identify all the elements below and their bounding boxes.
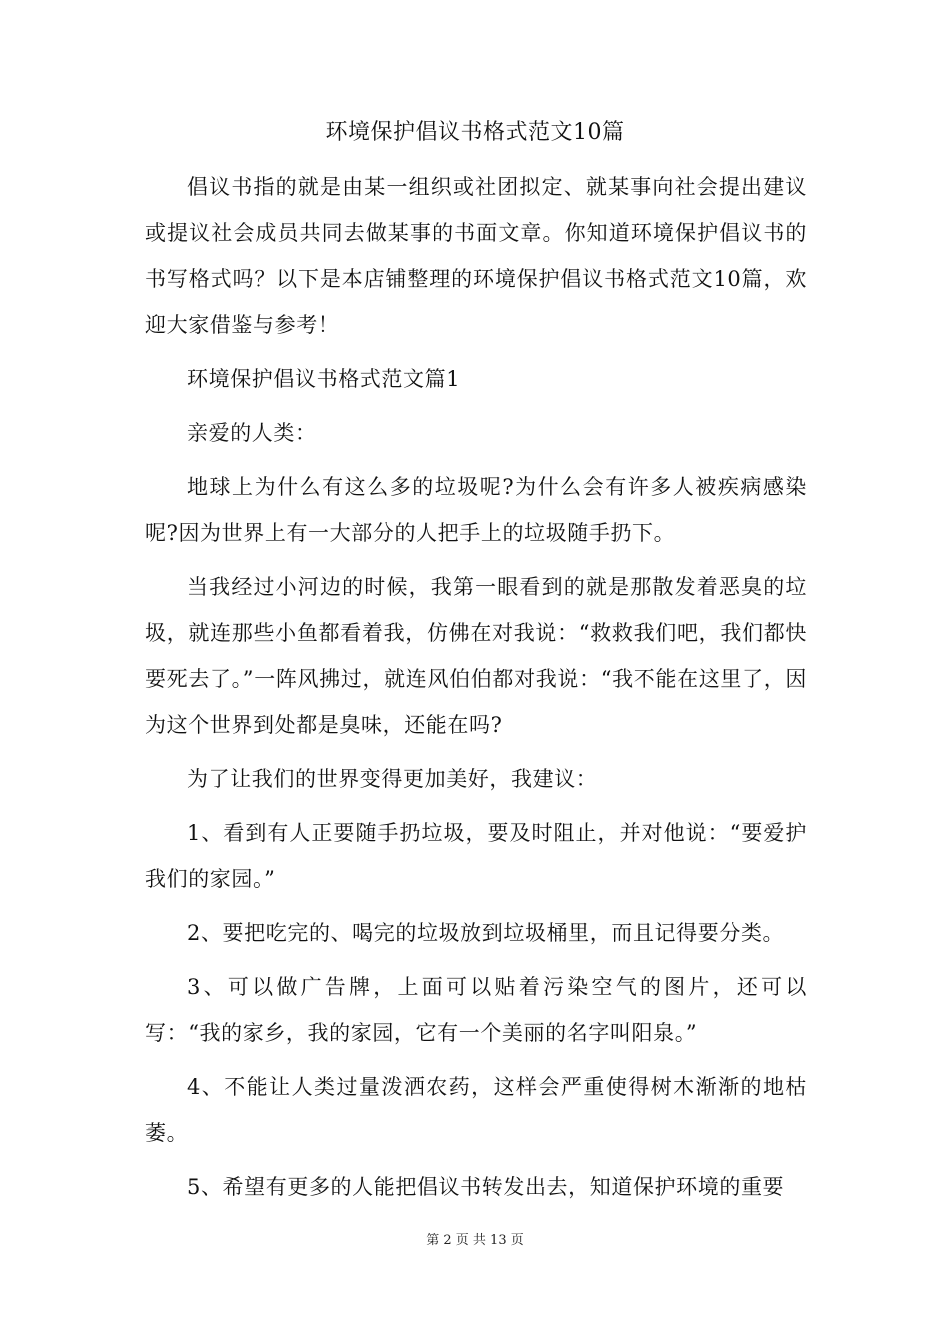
body-paragraph: 为了让我们的世界变得更加美好，我建议： bbox=[187, 767, 598, 791]
page-number-footer: 第 2 页 共 13 页 bbox=[426, 1233, 524, 1248]
document-body bbox=[145, 164, 807, 1218]
intro-paragraph: 倡议书指的就是由某一组织或社团拟定、就某事向社会提出建议或提议社会成员共同去做某事的书面文章。你知道环境保护倡议书的书写格式吗？以下是本店铺整理的环境保护倡议书格式范文10篇，欢迎大家借鉴与参考！ bbox=[145, 175, 807, 337]
body-paragraph: 当我经过小河边的时候，我第一眼看到的就是那散发着恶臭的垃圾，就连那些小鱼都看着我，仿佛在对我说：“救救我们吧，我们都快要死去了。”一阵风拂过，就连风伯伯都对我说：“我不能在这里了，因为这个世界到处都是臭味，还能在吗? bbox=[145, 575, 807, 737]
list-item: 2、要把吃完的、喝完的垃圾放到垃圾桶里，而且记得要分类。 bbox=[187, 921, 785, 945]
body-paragraph: 地球上为什么有这么多的垃圾呢?为什么会有许多人被疾病感染呢?因为世界上有一大部分的人把手上的垃圾随手扔下。 bbox=[145, 475, 807, 545]
list-item: 4、不能让人类过量泼洒农药，这样会严重使得树木渐渐的地枯萎。 bbox=[145, 1075, 807, 1145]
document-title: 环境保护倡议书格式范文10篇 bbox=[325, 120, 625, 145]
list-item: 5、希望有更多的人能把倡议书转发出去，知道保护环境的重要 bbox=[187, 1175, 785, 1199]
list-item: 3、可以做广告牌，上面可以贴着污染空气的图片，还可以写：“我的家乡，我的家园，它有一个美丽的名字叫阳泉。” bbox=[145, 975, 807, 1045]
salutation: 亲爱的人类： bbox=[187, 421, 317, 445]
section-heading: 环境保护倡议书格式范文篇1 bbox=[187, 367, 461, 391]
list-item: 1、看到有人正要随手扔垃圾，要及时阻止，并对他说：“要爱护我们的家园。” bbox=[145, 821, 807, 891]
